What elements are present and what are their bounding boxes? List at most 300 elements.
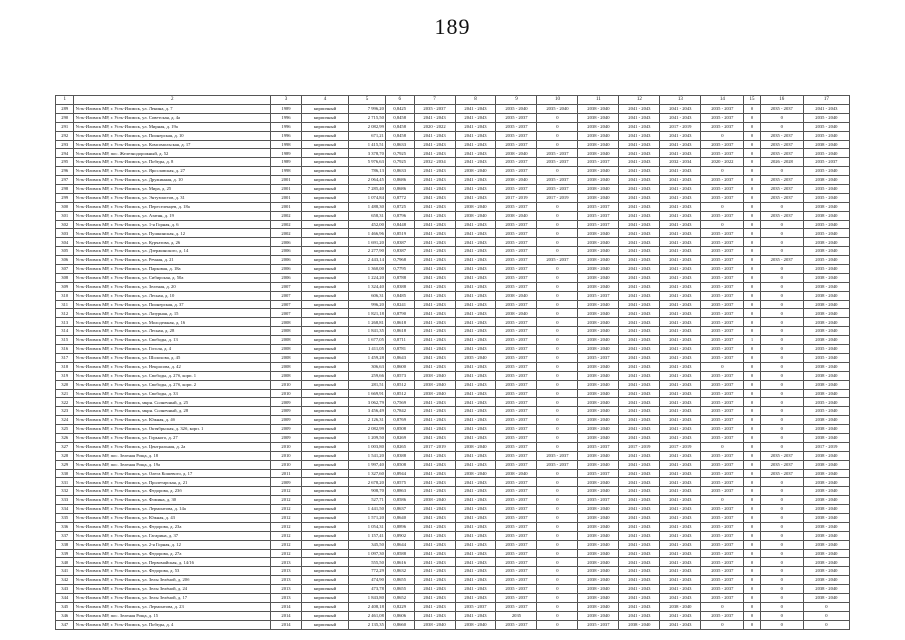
table-cell: 7 996,20 xyxy=(349,105,386,114)
table-cell: 2041 - 2043 xyxy=(660,176,701,185)
table-cell: 2041 - 2043 xyxy=(455,247,496,256)
table-cell: кирпичный xyxy=(301,487,348,496)
table-cell: 2035 - 2037 xyxy=(701,273,744,282)
address-cell: Усть-Илимск МР, г. Усть-Илимск, ул. Шолохова, д. 45 xyxy=(74,353,271,362)
table-cell: 0 xyxy=(744,398,760,407)
table-cell: 2041 - 2043 xyxy=(619,576,660,585)
table-cell: 0,7569 xyxy=(385,398,414,407)
table-cell: 2041 - 2043 xyxy=(619,105,660,114)
table-cell: 2041 - 2043 xyxy=(619,131,660,140)
table-cell: 2038 - 2040 xyxy=(803,327,849,336)
table-cell: 2035 - 2037 xyxy=(496,238,537,247)
table-cell: 338 xyxy=(56,540,74,549)
table-cell: 0 xyxy=(760,576,803,585)
table-cell: 2038 - 2040 xyxy=(578,345,619,354)
table-cell: 2041 - 2043 xyxy=(619,380,660,389)
table-cell: 2038 - 2040 xyxy=(803,318,849,327)
table-cell: 2 277,90 xyxy=(349,247,386,256)
table-row xyxy=(56,202,850,211)
table-cell: 2013 xyxy=(271,558,302,567)
address-cell: Усть-Илимск МР, г. Усть-Илимск, ул. Зелы Зелёной, д. 17 xyxy=(74,593,271,602)
table-cell: 2035 - 2037 xyxy=(701,371,744,380)
table-cell: 0 xyxy=(760,247,803,256)
table-cell: 2041 - 2043 xyxy=(660,416,701,425)
table-cell: 1996 xyxy=(271,122,302,131)
table-cell: 2038 - 2040 xyxy=(578,122,619,131)
table-cell: 2041 - 2043 xyxy=(455,433,496,442)
table-cell: 2038 - 2040 xyxy=(578,238,619,247)
table-cell: 0 xyxy=(537,353,578,362)
table-cell: 0 xyxy=(744,353,760,362)
address-cell: Усть-Илимск МР, г. Усть-Илимск, ул. Пионерская, д. 10 xyxy=(74,131,271,140)
table-cell: 2038 - 2040 xyxy=(578,362,619,371)
table-cell: 1998 xyxy=(271,167,302,176)
table-cell: 2041 - 2043 xyxy=(414,336,455,345)
table-row xyxy=(56,487,850,496)
table-cell: 0 xyxy=(537,380,578,389)
table-cell: 2017 - 2019 xyxy=(496,193,537,202)
table-cell: 0 xyxy=(760,362,803,371)
table-cell: 2038 - 2040 xyxy=(803,140,849,149)
table-cell: кирпичный xyxy=(301,238,348,247)
table-cell: кирпичный xyxy=(301,211,348,220)
table-row xyxy=(56,496,850,505)
table-cell: 2041 - 2043 xyxy=(414,540,455,549)
table-cell: кирпичный xyxy=(301,442,348,451)
table-cell: 2035 - 2037 xyxy=(701,407,744,416)
table-cell: 0 xyxy=(760,567,803,576)
table-cell: 2041 - 2043 xyxy=(619,505,660,514)
table-cell: 2041 - 2043 xyxy=(414,300,455,309)
capital-repair-schedule-table xyxy=(55,95,850,630)
table-cell: 0 xyxy=(701,362,744,371)
table-cell: 0,8769 xyxy=(385,416,414,425)
table-cell: 2035 - 2037 xyxy=(496,522,537,531)
table-cell: 2009 xyxy=(271,425,302,434)
table-row xyxy=(56,531,850,540)
table-cell: 292 xyxy=(56,131,74,140)
table-cell: 1 669,91 xyxy=(349,389,386,398)
table-cell: 2041 - 2043 xyxy=(619,158,660,167)
table-cell: 2038 - 2040 xyxy=(578,105,619,114)
table-cell: 2041 - 2043 xyxy=(619,558,660,567)
table-cell: 2035 - 2037 xyxy=(701,327,744,336)
table-cell: 2035 - 2040 xyxy=(803,167,849,176)
table-cell: 1 224,20 xyxy=(349,273,386,282)
table-cell: 2035 - 2037 xyxy=(701,140,744,149)
table-cell: 2008 xyxy=(271,371,302,380)
address-cell: Усть-Илимск МР, г. Усть-Илимск, ул. Гоголя, д. 4 xyxy=(74,345,271,354)
table-cell: 0,8241 xyxy=(385,300,414,309)
table-cell: 2038 - 2040 xyxy=(455,469,496,478)
table-cell: 2035 - 2037 xyxy=(701,105,744,114)
table-cell: 0 xyxy=(744,416,760,425)
table-cell: 2035 - 2037 xyxy=(701,282,744,291)
table-cell: 2001 xyxy=(271,185,302,194)
table-cell: 0,7925 xyxy=(385,149,414,158)
table-cell: 2 135,35 xyxy=(349,620,386,629)
table-cell: 2035 - 2037 xyxy=(496,460,537,469)
table-cell: 2041 - 2043 xyxy=(455,300,496,309)
table-cell: 2013 xyxy=(271,593,302,602)
table-cell: 0,8388 xyxy=(385,451,414,460)
table-cell: 2032 - 2034 xyxy=(414,158,455,167)
table-cell: 2035 - 2037 xyxy=(701,149,744,158)
table-cell: 0 xyxy=(744,567,760,576)
table-cell: 347 xyxy=(56,620,74,629)
table-cell: 2041 - 2043 xyxy=(619,113,660,122)
table-cell: 2035 - 2037 xyxy=(496,336,537,345)
table-cell: 0,8425 xyxy=(385,105,414,114)
table-cell: 0 xyxy=(537,487,578,496)
table-cell: 555,50 xyxy=(349,558,386,567)
table-cell: 2041 - 2043 xyxy=(414,256,455,265)
table-cell: 2041 - 2043 xyxy=(660,593,701,602)
table-cell: 2035 - 2037 xyxy=(414,105,455,114)
table-cell: 1 821,18 xyxy=(349,309,386,318)
table-cell: 290 xyxy=(56,113,74,122)
table-cell: 2035 - 2037 xyxy=(496,327,537,336)
table-cell: 2041 - 2043 xyxy=(414,176,455,185)
table-cell: кирпичный xyxy=(301,407,348,416)
table-cell: 2038 - 2040 xyxy=(578,593,619,602)
table-cell: 2035 - 2037 xyxy=(496,549,537,558)
column-header-6: 6 xyxy=(385,96,414,105)
table-cell: 2041 - 2043 xyxy=(455,176,496,185)
table-cell: 2041 - 2043 xyxy=(660,620,701,629)
table-cell: 0 xyxy=(744,176,760,185)
table-row xyxy=(56,247,850,256)
address-cell: Усть-Илимск МР, г. Усть-Илимск, ул. Олега Кошевого, д. 17 xyxy=(74,469,271,478)
table-cell: 2035 - 2037 xyxy=(496,496,537,505)
table-cell: 0 xyxy=(760,327,803,336)
table-cell: 2041 - 2043 xyxy=(455,282,496,291)
table-row xyxy=(56,585,850,594)
table-cell: 2041 - 2043 xyxy=(619,167,660,176)
table-cell: 2035 - 2037 xyxy=(701,238,744,247)
table-cell: 0 xyxy=(744,256,760,265)
table-cell: 0 xyxy=(537,300,578,309)
table-cell: 2038 - 2040 xyxy=(803,469,849,478)
table-cell: 2035 - 2037 xyxy=(578,291,619,300)
table-cell: 0 xyxy=(744,318,760,327)
table-cell: 2041 - 2043 xyxy=(414,345,455,354)
table-cell: 2035 - 2037 xyxy=(496,558,537,567)
table-cell: 0 xyxy=(744,451,760,460)
address-cell: Усть-Илимск МР, г. Усть-Илимск, ул. Свободы, д. 33 xyxy=(74,389,271,398)
table-row xyxy=(56,380,850,389)
table-cell: 2035 - 2037 xyxy=(701,487,744,496)
table-cell: 2012 xyxy=(271,496,302,505)
table-cell: 2035 - 2037 xyxy=(496,505,537,514)
table-cell: 2008 xyxy=(271,318,302,327)
table-cell: 0 xyxy=(744,291,760,300)
table-cell: 2038 - 2040 xyxy=(803,451,849,460)
table-row xyxy=(56,398,850,407)
table-cell: 2041 - 2043 xyxy=(660,585,701,594)
table-cell: 0 xyxy=(744,202,760,211)
table-cell: 321 xyxy=(56,389,74,398)
table-cell: 3 378,70 xyxy=(349,149,386,158)
table-cell: 0,7795 xyxy=(385,265,414,274)
table-cell: 2041 - 2043 xyxy=(455,238,496,247)
table-cell: 0 xyxy=(537,211,578,220)
table-cell: 0 xyxy=(537,318,578,327)
table-cell: 0 xyxy=(760,398,803,407)
table-row xyxy=(56,549,850,558)
table-cell: 0 xyxy=(760,478,803,487)
table-row xyxy=(56,193,850,202)
table-cell: 2041 - 2043 xyxy=(660,265,701,274)
table-cell: 0 xyxy=(744,229,760,238)
table-cell: 0 xyxy=(537,336,578,345)
address-cell: Усть-Илимск МР, г. Усть-Илимск, ул. Лермонтова, д. 14а xyxy=(74,505,271,514)
table-cell: 0 xyxy=(537,585,578,594)
table-row xyxy=(56,433,850,442)
table-cell: 2041 - 2043 xyxy=(414,202,455,211)
table-cell: 2041 - 2043 xyxy=(414,131,455,140)
table-cell: 2035 - 2037 xyxy=(803,158,849,167)
table-cell: 2038 - 2040 xyxy=(578,318,619,327)
address-cell: Усть-Илимск МР, г. Усть-Илимск, ул. Федорова, д. 23а xyxy=(74,522,271,531)
table-cell: 0 xyxy=(701,202,744,211)
table-cell: 2035 - 2037 xyxy=(701,469,744,478)
table-cell: 2035 - 2037 xyxy=(496,122,537,131)
table-cell: 2038 - 2040 xyxy=(803,300,849,309)
table-cell: 2041 - 2043 xyxy=(619,407,660,416)
table-cell: 2038 - 2040 xyxy=(803,371,849,380)
table-cell: 0 xyxy=(537,602,578,611)
table-cell: 2035 - 2037 xyxy=(496,398,537,407)
table-cell: 324 xyxy=(56,416,74,425)
table-cell: 2035 - 2037 xyxy=(455,602,496,611)
table-cell: 2038 - 2040 xyxy=(496,309,537,318)
table-cell: 2035 - 2037 xyxy=(496,407,537,416)
table-cell: 2035 - 2037 xyxy=(537,158,578,167)
table-cell: 2041 - 2043 xyxy=(455,291,496,300)
table-cell: 2035 - 2037 xyxy=(578,353,619,362)
table-cell: 0 xyxy=(760,265,803,274)
table-cell: кирпичный xyxy=(301,505,348,514)
table-cell: 2038 - 2040 xyxy=(578,451,619,460)
table-cell: 305 xyxy=(56,247,74,256)
table-cell: 2041 - 2043 xyxy=(414,576,455,585)
table-cell: 2035 - 2037 xyxy=(496,158,537,167)
table-cell: 2041 - 2043 xyxy=(619,336,660,345)
table-cell: 0 xyxy=(760,300,803,309)
table-cell: 0 xyxy=(760,611,803,620)
table-cell: 0 xyxy=(760,353,803,362)
table-cell: 2041 - 2043 xyxy=(619,433,660,442)
column-header-4: 4 xyxy=(301,96,348,105)
table-cell: 0,8265 xyxy=(385,442,414,451)
table-cell: 5 976,63 xyxy=(349,158,386,167)
table-cell: 301 xyxy=(56,211,74,220)
table-cell: 2041 - 2043 xyxy=(619,211,660,220)
table-cell: 0 xyxy=(537,522,578,531)
table-cell: 0 xyxy=(760,167,803,176)
table-cell: 2041 - 2043 xyxy=(455,113,496,122)
table-cell: 2012 xyxy=(271,522,302,531)
table-cell: 2041 - 2043 xyxy=(414,220,455,229)
table-cell: 2041 - 2043 xyxy=(414,425,455,434)
table-cell: 0,8458 xyxy=(385,131,414,140)
table-cell: 2038 - 2040 xyxy=(578,398,619,407)
table-row xyxy=(56,345,850,354)
table-cell: 2008 xyxy=(271,345,302,354)
table-cell: 2041 - 2043 xyxy=(660,496,701,505)
table-cell: 0,8655 xyxy=(385,585,414,594)
table-cell: 0 xyxy=(537,202,578,211)
table-cell: кирпичный xyxy=(301,158,348,167)
table-cell: кирпичный xyxy=(301,398,348,407)
table-cell: 318 xyxy=(56,362,74,371)
table-cell: 0 xyxy=(760,540,803,549)
table-cell: 2035 - 2037 xyxy=(760,131,803,140)
table-cell: 2041 - 2043 xyxy=(455,425,496,434)
address-cell: Усть-Илимск МР, г. Усть-Илимск, мкрн. Солнечный, д. 25 xyxy=(74,398,271,407)
table-cell: 2041 - 2043 xyxy=(619,353,660,362)
table-row xyxy=(56,122,850,131)
table-cell: 2 082,99 xyxy=(349,122,386,131)
table-cell: 2038 - 2040 xyxy=(803,576,849,585)
table-cell: 2038 - 2040 xyxy=(578,113,619,122)
table-cell: 2038 - 2040 xyxy=(803,567,849,576)
table-cell: 0 xyxy=(537,611,578,620)
table-cell: 2035 - 2037 xyxy=(496,425,537,434)
table-cell: 0 xyxy=(744,273,760,282)
table-cell: кирпичный xyxy=(301,122,348,131)
table-cell: 0,8902 xyxy=(385,531,414,540)
table-cell: 0 xyxy=(744,585,760,594)
table-cell: 2020 - 2022 xyxy=(414,122,455,131)
table-cell: 2038 - 2040 xyxy=(414,620,455,629)
table-cell: 2035 - 2037 xyxy=(496,620,537,629)
table-cell: 1 157,41 xyxy=(349,531,386,540)
table-cell: 0 xyxy=(744,505,760,514)
table-cell: 2038 - 2040 xyxy=(803,487,849,496)
table-cell: 2041 - 2043 xyxy=(455,451,496,460)
table-cell: 2038 - 2040 xyxy=(455,442,496,451)
table-row xyxy=(56,220,850,229)
table-cell: 2038 - 2040 xyxy=(578,247,619,256)
address-cell: Усть-Илимск МР, г. Усть-Илимск, ул. Ярославская, д. 27 xyxy=(74,167,271,176)
table-cell: 2035 - 2037 xyxy=(701,300,744,309)
table-cell: 2038 - 2040 xyxy=(578,327,619,336)
table-cell: 1989 xyxy=(271,158,302,167)
table-cell: 2035 - 2037 xyxy=(496,451,537,460)
table-cell: 2038 - 2040 xyxy=(578,505,619,514)
table-cell: 2038 - 2040 xyxy=(803,380,849,389)
table-cell: 0 xyxy=(701,496,744,505)
table-cell: 0,8616 xyxy=(385,558,414,567)
table-cell: 2010 xyxy=(271,380,302,389)
table-cell: 1 541,20 xyxy=(349,451,386,460)
table-cell: 2038 - 2040 xyxy=(803,389,849,398)
table-cell: 1 xyxy=(744,336,760,345)
table-cell: 0 xyxy=(744,487,760,496)
table-cell: 0 xyxy=(537,327,578,336)
address-cell: Усть-Илимск МР, г. Усть-Илимск, ул. Победы, д. 8 xyxy=(74,158,271,167)
table-cell: 2 082,99 xyxy=(349,425,386,434)
table-cell: 2041 - 2043 xyxy=(414,291,455,300)
table-cell: 2009 xyxy=(271,478,302,487)
table-cell: 0,8652 xyxy=(385,593,414,602)
table-cell: 2038 - 2040 xyxy=(578,425,619,434)
table-cell: 0 xyxy=(537,398,578,407)
table-cell: 2038 - 2040 xyxy=(496,149,537,158)
table-cell: 2041 - 2043 xyxy=(455,185,496,194)
table-cell: 0 xyxy=(537,540,578,549)
address-cell: Усть-Илимск МР, г. Усть-Илимск, ул. Энтузиастов, д. 31 xyxy=(74,193,271,202)
table-cell: 2041 - 2043 xyxy=(414,362,455,371)
table-cell: 2038 - 2040 xyxy=(803,202,849,211)
table-cell: 2009 xyxy=(271,416,302,425)
table-cell: 2041 - 2043 xyxy=(660,549,701,558)
table-cell: 2035 - 2037 xyxy=(496,113,537,122)
table-cell: 2035 - 2037 xyxy=(701,451,744,460)
table-cell: 325 xyxy=(56,425,74,434)
table-cell: 0 xyxy=(760,549,803,558)
table-cell: кирпичный xyxy=(301,193,348,202)
table-cell: кирпичный xyxy=(301,522,348,531)
table-cell: 2041 - 2043 xyxy=(660,336,701,345)
address-cell: Усть-Илимск МР, пос. Зеленая Роща, д. 18 xyxy=(74,451,271,460)
table-cell: 0,8633 xyxy=(385,140,414,149)
table-cell: 2038 - 2040 xyxy=(578,265,619,274)
table-cell: кирпичный xyxy=(301,469,348,478)
table-cell: 0 xyxy=(744,158,760,167)
table-cell: кирпичный xyxy=(301,167,348,176)
table-cell: 2041 - 2043 xyxy=(660,611,701,620)
table-cell: 2041 - 2043 xyxy=(414,549,455,558)
table-cell: 2041 - 2043 xyxy=(619,451,660,460)
table-cell: кирпичный xyxy=(301,371,348,380)
table-cell: 2038 - 2040 xyxy=(578,131,619,140)
table-cell: 452,00 xyxy=(349,220,386,229)
table-cell: 2035 - 2037 xyxy=(496,585,537,594)
table-row xyxy=(56,353,850,362)
table-cell: 473,78 xyxy=(349,585,386,594)
table-cell: 2035 - 2037 xyxy=(496,353,537,362)
table-cell: 0 xyxy=(744,478,760,487)
table-cell: 2041 - 2043 xyxy=(455,327,496,336)
table-cell: 0 xyxy=(760,558,803,567)
table-cell: 2035 - 2040 xyxy=(803,265,849,274)
address-cell: Усть-Илимск МР, пос. Зеленая Роща, д. 19а xyxy=(74,460,271,469)
table-cell: 0 xyxy=(803,602,849,611)
table-cell: 2041 - 2043 xyxy=(455,362,496,371)
table-cell: 2041 - 2043 xyxy=(414,140,455,149)
address-cell: Усть-Илимск МР, г. Усть-Илимск, ул. Лесная, д. 28 xyxy=(74,327,271,336)
table-cell: 2041 - 2043 xyxy=(455,256,496,265)
table-cell: 0 xyxy=(744,131,760,140)
table-cell: кирпичный xyxy=(301,247,348,256)
table-cell: 2035 - 2037 xyxy=(701,522,744,531)
table-cell: 2035 - 2040 xyxy=(803,229,849,238)
table-cell: 0 xyxy=(744,167,760,176)
table-cell: 304 xyxy=(56,238,74,247)
table-cell: 2041 - 2043 xyxy=(455,460,496,469)
table-cell: 0 xyxy=(760,585,803,594)
table-cell: кирпичный xyxy=(301,318,348,327)
table-cell: 2035 - 2037 xyxy=(496,318,537,327)
table-cell: 2041 - 2043 xyxy=(619,318,660,327)
table-cell: 2035 - 2037 xyxy=(701,505,744,514)
table-cell: 0,8863 xyxy=(385,487,414,496)
table-cell: 0 xyxy=(744,380,760,389)
table-cell: 0,8686 xyxy=(385,176,414,185)
